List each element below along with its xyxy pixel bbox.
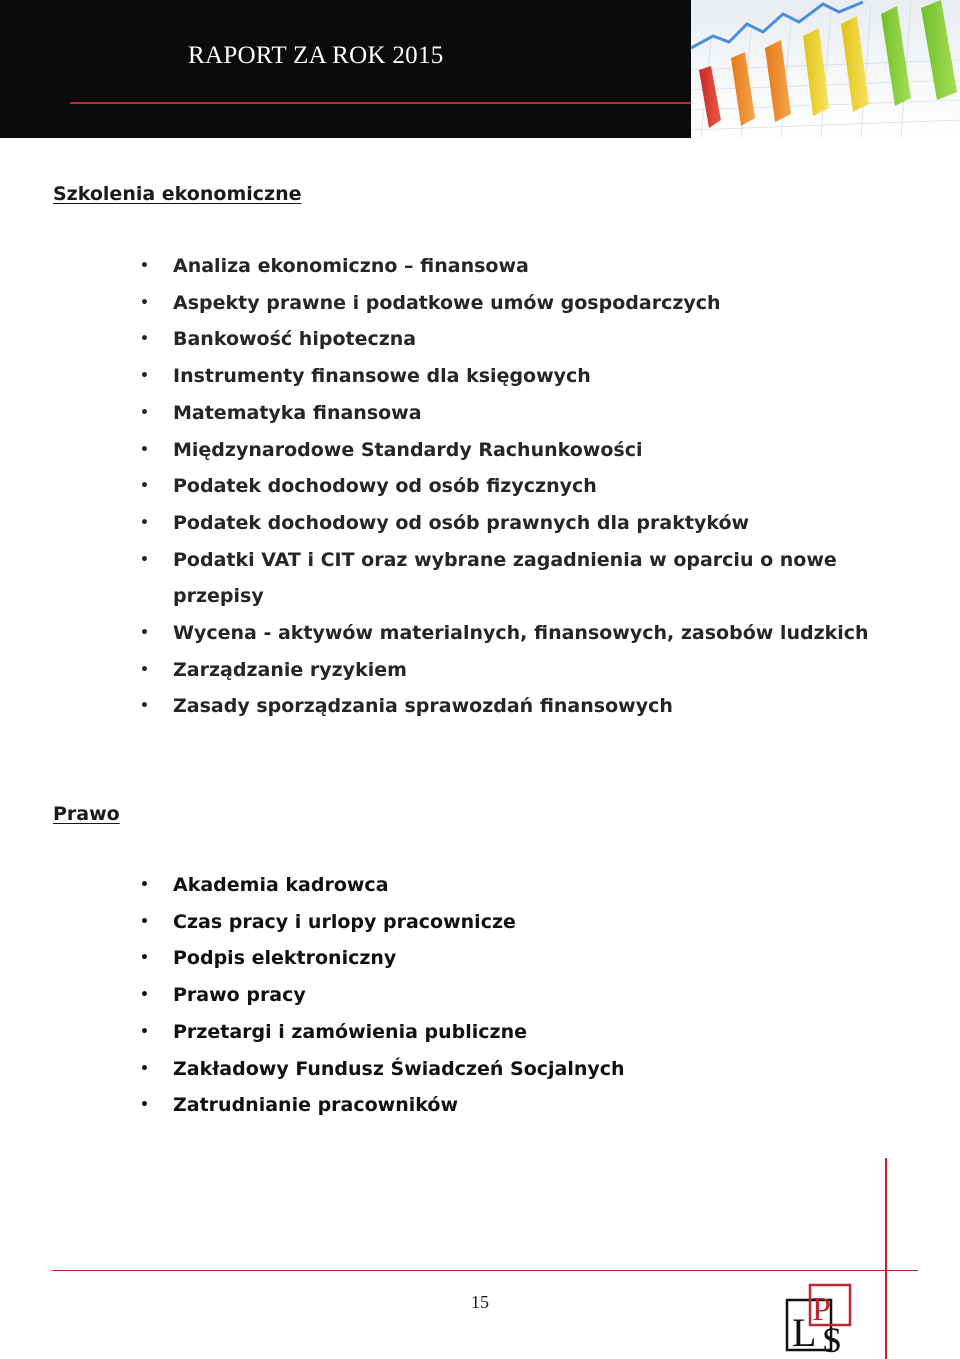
list-item: • Akademia kadrowca xyxy=(140,867,900,904)
list-item: • Bankowość hipoteczna xyxy=(140,321,900,358)
page-number: 15 xyxy=(471,1292,489,1312)
list-item: • Międzynarodowe Standardy Rachunkowości xyxy=(140,432,900,469)
bullet-icon: • xyxy=(140,661,149,678)
bullet-icon: • xyxy=(140,441,149,458)
list-item: • Podatki VAT i CIT oraz wybrane zagadnienia w oparciu o nowe przepisy xyxy=(140,542,900,615)
bullet-icon: • xyxy=(140,404,149,421)
list-item: • Prawo pracy xyxy=(140,977,900,1014)
footer-rule xyxy=(52,1270,918,1271)
law-training-list xyxy=(140,867,900,1124)
bullet-icon: • xyxy=(140,478,149,495)
list-item: • Aspekty prawne i podatkowe umów gospodarczych xyxy=(140,285,900,322)
list-item: • Podpis elektroniczny xyxy=(140,940,900,977)
list-item: • Zasady sporządzania sprawozdań finansowych xyxy=(140,688,900,725)
bullet-icon: • xyxy=(140,950,149,967)
list-item: • Czas pracy i urlopy pracownicze xyxy=(140,904,900,941)
page-header xyxy=(0,0,960,138)
svg-text:L: L xyxy=(792,1310,817,1354)
bullet-icon: • xyxy=(140,258,149,274)
bullet-icon: • xyxy=(140,551,149,568)
bullet-icon: • xyxy=(140,368,149,385)
list-item: • Zakładowy Fundusz Świadczeń Socjalnych xyxy=(140,1051,900,1088)
lps-logo xyxy=(784,1282,856,1354)
section-heading-economics: Szkolenia ekonomiczne xyxy=(53,183,302,205)
bullet-icon: • xyxy=(140,913,149,930)
bullet-icon: • xyxy=(140,294,149,311)
bullet-icon: • xyxy=(140,1023,149,1040)
list-item: • Przetargi i zamówienia publiczne xyxy=(140,1014,900,1051)
list-item: • Instrumenty finansowe dla księgowych xyxy=(140,358,900,395)
list-item: • Analiza ekonomiczno – finansowa xyxy=(140,248,900,285)
report-title: RAPORT ZA ROK 2015 xyxy=(188,42,444,69)
list-item: • Zatrudnianie pracowników xyxy=(140,1087,900,1124)
bullet-icon: • xyxy=(140,625,149,642)
footer-vertical-rule xyxy=(885,1158,887,1359)
svg-text:P: P xyxy=(812,1291,831,1328)
bullet-icon: • xyxy=(140,698,149,715)
header-divider xyxy=(70,102,692,104)
bullet-icon: • xyxy=(140,987,149,1004)
list-item: • Matematyka finansowa xyxy=(140,395,900,432)
growth-chart-illustration xyxy=(691,0,960,138)
bullet-icon: • xyxy=(140,331,149,348)
list-item: • Podatek dochodowy od osób prawnych dla praktyków xyxy=(140,505,900,542)
bullet-icon: • xyxy=(140,1060,149,1077)
svg-text:S: S xyxy=(822,1320,843,1354)
list-item: • Zarządzanie ryzykiem xyxy=(140,652,900,689)
economics-training-list xyxy=(140,248,900,725)
bullet-icon: • xyxy=(140,514,149,531)
section-heading-law: Prawo xyxy=(53,803,120,825)
list-item: • Podatek dochodowy od osób fizycznych xyxy=(140,468,900,505)
bullet-icon: • xyxy=(140,877,149,893)
list-item: • Wycena - aktywów materialnych, finansowych, zasobów ludzkich xyxy=(140,615,900,652)
bullet-icon: • xyxy=(140,1097,149,1114)
